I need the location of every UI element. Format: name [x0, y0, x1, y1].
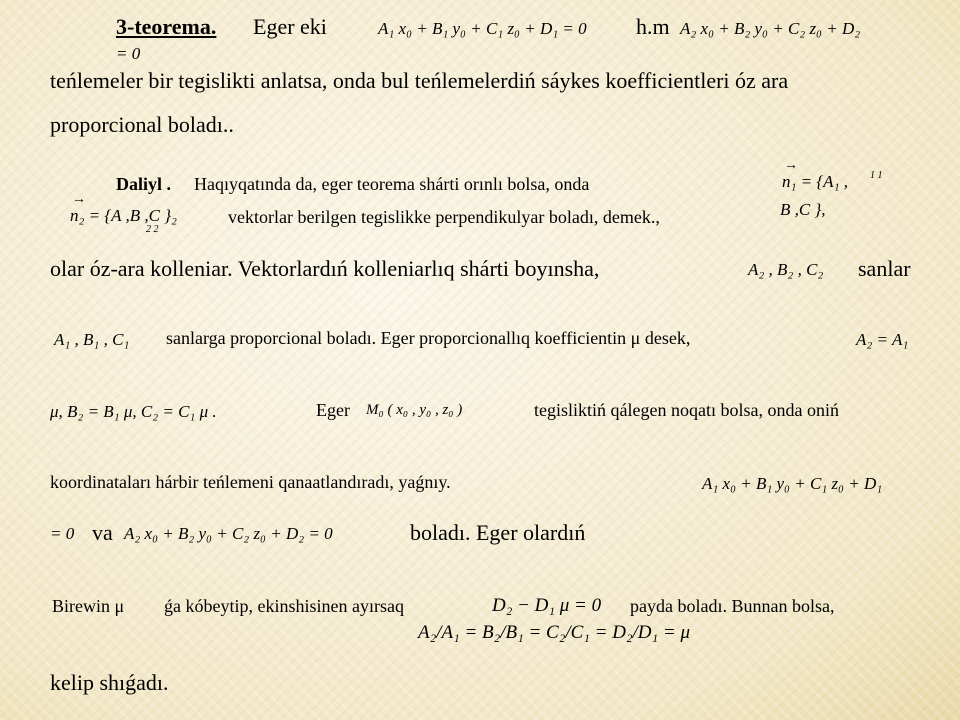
- connector-text: h.m: [636, 14, 670, 39]
- proof-text-4: sanlarga proporcional boladı. Eger proporcionallıq koefficientin μ desek,: [166, 328, 691, 348]
- theorem-line-2: teńlemeler bir tegislikti anlatsa, onda bul teńlemelerdiń sáykes koefficientleri óz ara: [50, 68, 789, 93]
- coefficients-2: A₂ , B₂ , C₂: [748, 260, 824, 279]
- coefficients-1: A₁ , B₁ , C₁: [54, 330, 130, 349]
- equation-plane-2: A₂ x₀ + B₂ y₀ + C₂ z₀ + D₂: [680, 19, 861, 38]
- relations-line: μ, B₂ = B₁ μ, C₂ = C₁ μ .: [50, 402, 217, 421]
- point-m0: M₀ ( x₀ , y₀ , z₀ ): [366, 402, 463, 418]
- equation-plane-1: A₁ x₀ + B₁ y₀ + C₁ z₀ + D₁ = 0: [378, 19, 587, 38]
- theorem-title: 3-teorema.: [116, 14, 217, 39]
- proof-text-7: boladı. Eger olardıń: [410, 520, 586, 545]
- proof-text-6: koordinataları hárbir teńlemeni qanaatlandıradı, yaǵnıy.: [50, 472, 451, 492]
- normal-vector-n1: → n₁ = {A₁ ,: [782, 158, 848, 191]
- final-text: kelip shıǵadı.: [50, 670, 169, 695]
- va-text: va: [92, 520, 113, 545]
- proof-text-2: vektorlar berilgen tegislikke perpendikulyar boladı, demek.,: [228, 207, 660, 227]
- vector-arrow-icon: →: [784, 158, 798, 173]
- equation-point-1-end: = 0: [50, 524, 75, 543]
- proof-text-1: Haqıyqatında da, eger teorema shárti orınlı bolsa, onda: [194, 174, 590, 194]
- vector-arrow-icon: →: [72, 192, 86, 207]
- ratio-equation: A₂/A₁ = B₂/B₁ = C₂/C₁ = D₂/D₁ = μ: [418, 622, 690, 643]
- sanlar-text: sanlar: [858, 256, 911, 281]
- proof-text-5: tegisliktiń qálegen noqatı bolsa, onda oniń: [534, 400, 839, 420]
- proof-text-3: olar óz-ara kolleniar. Vektorlardıń kolleniarlıq shárti boyınsha,: [50, 256, 600, 281]
- equation-point-1: A₁ x₀ + B₁ y₀ + C₁ z₀ + D₁: [702, 474, 883, 493]
- theorem-intro: Eger eki: [253, 14, 327, 39]
- normal-vector-n2: → n₂ = {A ,B ,C }₂: [70, 192, 177, 225]
- proof-text-8a: Birewin μ: [52, 596, 125, 616]
- overlap-equation: D₂ − D₁ μ = 0: [492, 595, 602, 616]
- equation-plane-2-end: = 0: [116, 44, 141, 63]
- theorem-line-3: proporcional boladı..: [50, 112, 234, 137]
- proof-text-8b: ǵa kóbeytip, ekinshisinen ayırsaq: [164, 596, 404, 616]
- n1-subscripts: 1 1: [870, 170, 883, 181]
- equation-point-2: A₂ x₀ + B₂ y₀ + C₂ z₀ + D₂ = 0: [124, 524, 333, 543]
- proof-text-8c: payda boladı. Bunnan bolsa,: [630, 596, 835, 616]
- eger-text: Eger: [316, 400, 350, 420]
- n2-subscripts: 2 2: [146, 224, 159, 235]
- proof-label: Daliyl .: [116, 174, 172, 194]
- relation-a: A₂ = A₁: [856, 330, 909, 349]
- normal-vector-n1-continued: B ,C },: [780, 200, 826, 219]
